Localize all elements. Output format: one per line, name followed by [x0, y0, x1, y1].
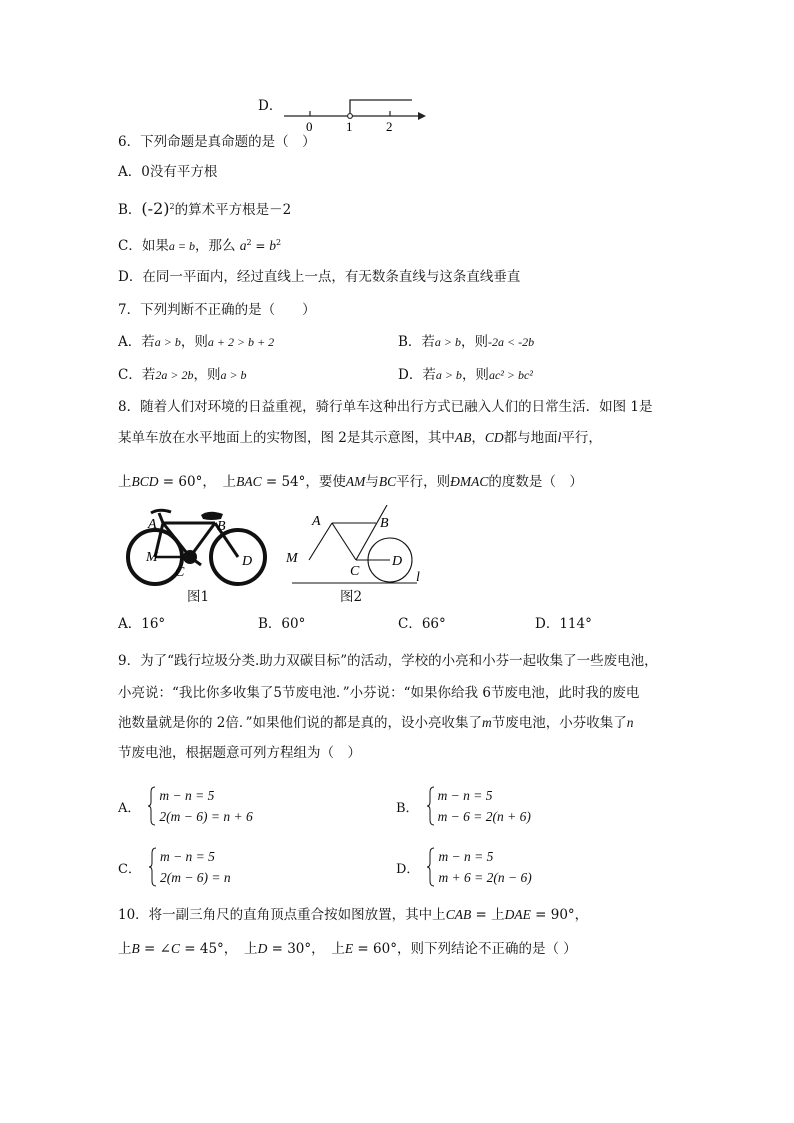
- exponent: 2: [169, 202, 175, 211]
- text: 与: [365, 474, 379, 490]
- q8-line-2: [118, 429, 602, 447]
- text: 都与地面: [503, 430, 558, 446]
- exponent: 2: [276, 238, 282, 247]
- q5-option-d-label: D．: [258, 98, 283, 114]
- label-c: C: [175, 565, 185, 580]
- q7-option-d[interactable]: [398, 366, 533, 384]
- option-text: 60°: [281, 616, 306, 632]
- q9-line-4: 节废电池，根据题意可列方程组为（ ）: [118, 745, 361, 761]
- brace-icon: [427, 847, 435, 887]
- figure-1-caption: 图1: [187, 589, 210, 605]
- option-label: B．: [118, 202, 142, 218]
- q8-option-b[interactable]: [258, 615, 305, 633]
- math-var: b: [269, 238, 277, 253]
- math-segment: CD: [484, 430, 504, 445]
- equation-2: 2(m − 6) = n + 6: [159, 809, 253, 824]
- brace-icon: [427, 786, 435, 826]
- q6-option-d[interactable]: [118, 268, 520, 286]
- q7-option-c[interactable]: [118, 366, 247, 384]
- option-text: ，那么: [194, 238, 236, 254]
- q8-option-a[interactable]: [118, 615, 165, 633]
- math-var: E: [344, 941, 354, 956]
- exponent: 2: [246, 238, 252, 247]
- text: = 30°， 上: [267, 941, 345, 957]
- math-var: a: [239, 238, 247, 253]
- label-b: B: [217, 519, 226, 534]
- math-angle: DAE: [504, 907, 531, 922]
- q9-option-c[interactable]: [118, 847, 231, 887]
- math-result: -2a < -2b: [488, 335, 535, 349]
- label-b: B: [380, 516, 389, 531]
- math-var: n: [626, 715, 634, 730]
- text: = 90°，: [530, 907, 589, 923]
- math-var: l: [557, 430, 562, 445]
- option-label: A．: [118, 334, 142, 350]
- text: = ∠: [139, 941, 171, 957]
- q9-line-2: 小亮说：“我比你多收集了5节废电池．”小芬说：“如果你给我 6节废电池，此时我的废电: [118, 685, 640, 701]
- brace-icon: [149, 847, 157, 887]
- tick-1: 1: [346, 119, 353, 134]
- math-segment: AB: [454, 430, 472, 445]
- math-segment: BC: [378, 474, 397, 489]
- equation-1: m − n = 5: [438, 849, 494, 864]
- option-label: C．: [398, 616, 422, 632]
- math-condition: a = b: [168, 239, 195, 253]
- option-text: 114°: [559, 616, 592, 632]
- math-var: m: [482, 715, 492, 730]
- option-text: 如果: [141, 238, 169, 254]
- label-c: C: [350, 564, 360, 579]
- option-text: ，则: [461, 334, 489, 350]
- math-angle: BAC: [236, 474, 262, 489]
- option-label: A．: [118, 616, 142, 632]
- math-condition: a > b: [434, 335, 462, 349]
- option-text: ，则: [180, 334, 208, 350]
- option-label: D．: [535, 616, 560, 632]
- option-text: 若: [141, 367, 156, 383]
- option-text: 若: [141, 334, 155, 350]
- math-condition: a > b: [435, 368, 462, 382]
- q9-option-d[interactable]: [396, 847, 532, 887]
- option-text: 若: [422, 367, 436, 383]
- option-label: C．: [118, 238, 142, 254]
- q10-line-1: [118, 906, 588, 924]
- option-text: 0没有平方根: [141, 164, 218, 180]
- label-d: D: [392, 554, 403, 569]
- bicycle-schematic-figure: [280, 505, 430, 595]
- option-label: C．: [118, 861, 141, 877]
- equation-2: m + 6 = 2(n − 6): [438, 870, 532, 885]
- q8-line-3: [118, 473, 583, 491]
- text: 上: [118, 474, 132, 490]
- arrow-icon: [418, 112, 426, 120]
- text: = 上: [471, 907, 505, 923]
- bicycle-photo-figure: [125, 505, 275, 595]
- label-m: M: [146, 550, 158, 565]
- option-label: B．: [258, 616, 282, 632]
- math-base: (-2): [141, 199, 170, 218]
- option-label: D．: [396, 861, 420, 877]
- option-label: D．: [118, 269, 143, 285]
- equation-2: 2(m − 6) = n: [159, 870, 231, 885]
- text: 池数量就是你的 2倍．”如果他们说的都是真的，设小亮收集了: [118, 715, 483, 731]
- option-text: 若: [421, 334, 435, 350]
- q7-option-b[interactable]: [398, 333, 534, 351]
- equation-1: m − n = 5: [159, 788, 215, 803]
- q7-stem: 7．下列判断不正确的是（ ）: [118, 302, 316, 318]
- q9-line-1: 9．为了“践行垃圾分类.助力双碳目标”的活动，学校的小亮和小芬一起收集了一些废电池，: [118, 653, 658, 669]
- text: 平行，则: [396, 474, 451, 490]
- q8-option-d[interactable]: [535, 615, 592, 633]
- math-condition: a > b: [154, 335, 181, 349]
- math-var: D: [257, 941, 268, 956]
- math-result: a + 2 > b + 2: [207, 335, 275, 349]
- tick-0: 0: [306, 119, 313, 134]
- text: 平行，: [561, 430, 602, 446]
- option-label: C．: [118, 367, 142, 383]
- q6-option-c[interactable]: C．如果a = b，那么 $a^2 = b^2$: [118, 238, 282, 254]
- option-text: 的算术平方根是－2: [174, 202, 292, 218]
- option-text: 在同一平面内，经过直线上一点，有无数条直线与这条直线垂直: [142, 269, 521, 285]
- text: 上: [118, 941, 132, 957]
- label-l: l: [416, 570, 420, 585]
- text: 的度数是（ ）: [488, 474, 583, 490]
- option-label: D．: [398, 367, 423, 383]
- label-a: A: [148, 517, 157, 532]
- q6-option-a[interactable]: [118, 163, 217, 181]
- option-text: ，则: [193, 367, 221, 383]
- equation-1: m − n = 5: [159, 849, 215, 864]
- label-a: A: [312, 514, 321, 529]
- option-text: 16°: [141, 616, 166, 632]
- math-var: C: [170, 941, 180, 956]
- math-condition: 2a > 2b: [155, 368, 194, 382]
- text: 某单车放在水平地面上的实物图，图 2是其示意图，其中: [118, 430, 455, 446]
- equation-2: m − 6 = 2(n + 6): [437, 809, 531, 824]
- q5-number-line: [280, 94, 440, 134]
- equation-1: m − n = 5: [437, 788, 493, 803]
- q9-option-a[interactable]: [118, 786, 253, 826]
- tick-2: 2: [386, 119, 393, 134]
- figure-2-caption: 图2: [340, 589, 363, 605]
- text: = 54°，要使: [261, 474, 346, 490]
- q8-option-c[interactable]: [398, 615, 446, 633]
- text: = 45°， 上: [179, 941, 258, 957]
- text: = 60°，则下列结论不正确的是（ ）: [353, 941, 577, 957]
- q6-option-b[interactable]: [118, 200, 291, 219]
- option-text: 66°: [421, 616, 446, 632]
- math-result: a > b: [220, 368, 247, 382]
- text: 节废电池，小芬收集了: [491, 715, 627, 731]
- text: 10．将一副三角尺的直角顶点重合按如图放置，其中上: [118, 907, 446, 923]
- math-angle: BCD: [131, 474, 159, 489]
- option-label: B．: [396, 800, 419, 816]
- math-var: B: [131, 941, 140, 956]
- math-angle: ÐMAC: [450, 474, 489, 489]
- label-m: M: [286, 551, 298, 566]
- q8-line-1: 8．随着人们对环境的日益重视，骑行单车这种出行方式已融入人们的日常生活．如图 1是: [118, 399, 653, 415]
- option-text: ，则: [461, 367, 489, 383]
- brace-icon: [148, 786, 156, 826]
- option-label: A．: [118, 164, 142, 180]
- q7-option-a[interactable]: [118, 333, 274, 351]
- q9-option-b[interactable]: [396, 786, 531, 826]
- text: ，: [471, 430, 485, 446]
- math-segment: AM: [345, 474, 366, 489]
- math-angle: CAB: [445, 907, 472, 922]
- q6-stem: 6．下列命题是真命题的是（ ）: [118, 134, 316, 150]
- option-label: A．: [118, 800, 141, 816]
- q10-line-2: [118, 940, 577, 958]
- label-d: D: [242, 554, 253, 569]
- math-result: ac² > bc²: [488, 368, 533, 382]
- text: = 60°， 上: [158, 474, 237, 490]
- option-label: B．: [398, 334, 422, 350]
- q9-line-3: [118, 714, 634, 732]
